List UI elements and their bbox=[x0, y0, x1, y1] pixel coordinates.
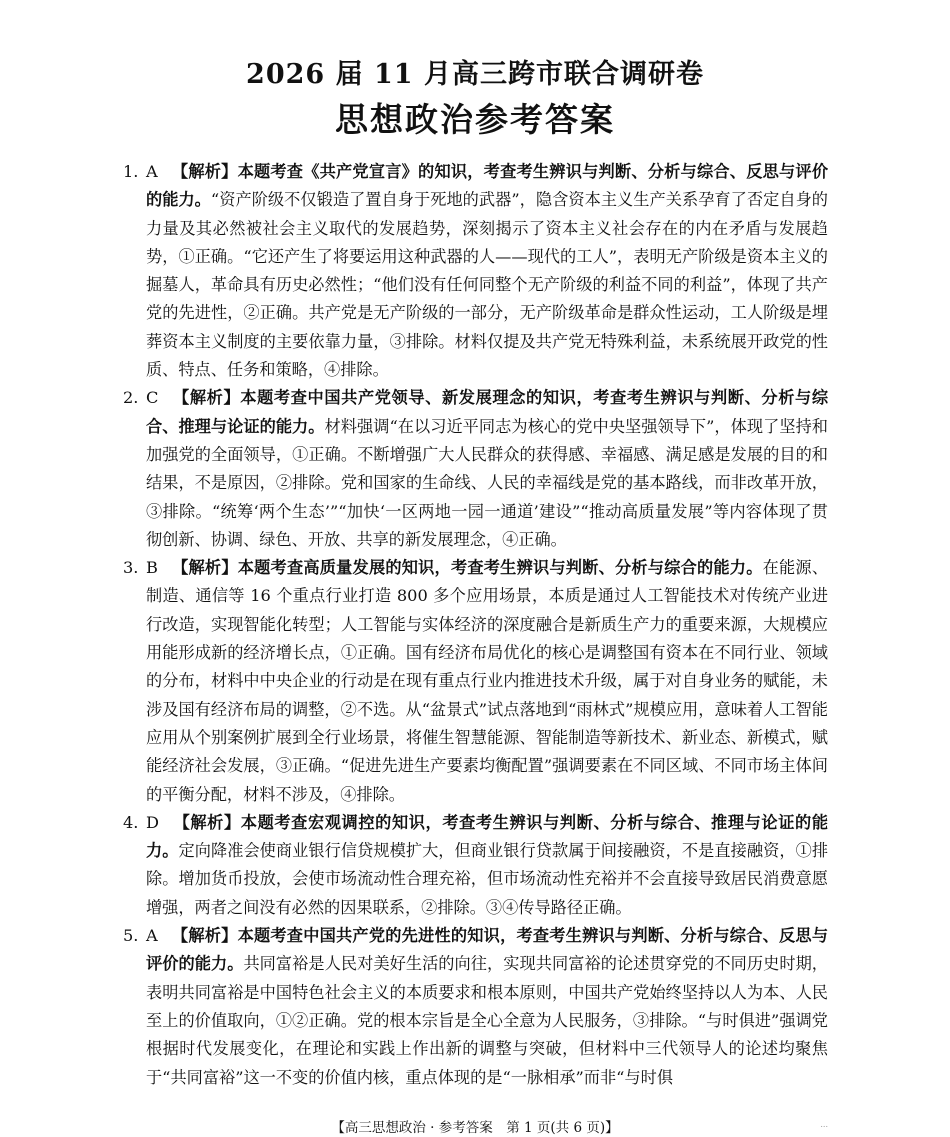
analysis-text: 定向降准会使商业银行信贷规模扩大，但商业银行贷款属于间接融资，不是直接融资，①排除。增加货币投放，会使市场流动性合理充裕，但市场流动性充裕并不会直接导致居民消费意愿增强，两者之间没有必然的因果联系，②排除。③④传导路径正确。 bbox=[146, 841, 829, 917]
question-number: 1. bbox=[123, 162, 139, 181]
exam-title: 2026 届 11 月高三跨市联合调研卷 bbox=[246, 59, 704, 90]
answer-item-3 bbox=[124, 554, 828, 809]
analysis-focus: 本题考查高质量发展的知识，考查考生辨识与判断、分析与综合的能力。 bbox=[237, 558, 763, 578]
analysis-text: 材料强调“在以习近平同志为核心的党中央坚强领导下”，体现了坚持和加强党的全面领导，①正确。不断增强广大人民群众的获得感、幸福感、满足感是发展的目的和结果，不是原因，②排除。党和国家的生命线、人民的幸福线是党的基本路线，而非改革开放，③排除。“统筹‘两个生态’”“加快‘一区两地一园一通道’建设”“推动高质量发展”等内容体现了贯彻创新、协调、绿色、开放、共享的新发展理念，④正确。 bbox=[146, 416, 828, 549]
analysis-tag: 【解析】 bbox=[171, 558, 238, 578]
question-number: 2. bbox=[123, 388, 139, 408]
page-footer: 【高三思想政治 · 参考答案 第 1 页(共 6 页)】 bbox=[331, 1120, 619, 1136]
analysis-focus: 本题考查宏观调控的知识，考查考生辨识与判断、分析与综合、推理与论证的能力。 bbox=[146, 812, 829, 861]
answer-item-5 bbox=[124, 922, 828, 1092]
footer-mark: ... bbox=[820, 1120, 828, 1129]
analysis-tag: 【解析】 bbox=[172, 388, 241, 408]
analysis-tag: 【解析】 bbox=[171, 162, 238, 181]
analysis-focus: 本题考查中国共产党领导、新发展理念的知识，考查考生辨识与判断、分析与综合、推理与论证的能力。 bbox=[146, 388, 829, 436]
answer-letter: A bbox=[146, 162, 158, 181]
answer-item-4 bbox=[124, 809, 828, 922]
answer-letter: D bbox=[146, 812, 159, 832]
analysis-focus: 本题考查中国共产党的先进性的知识，考查考生辨识与判断、分析与综合、反思与评价的能力。 bbox=[146, 926, 829, 974]
question-number: 5. bbox=[123, 926, 139, 946]
analysis-focus: 本题考查《共产党宣言》的知识，考查考生辨识与判断、分析与综合、反思与评价的能力。 bbox=[146, 162, 829, 210]
analysis-tag: 【解析】 bbox=[172, 812, 241, 832]
answer-item-1 bbox=[124, 158, 828, 384]
answer-letter: C bbox=[146, 388, 159, 408]
answer-list bbox=[124, 158, 828, 1092]
question-number: 3. bbox=[123, 558, 139, 578]
answer-letter: B bbox=[146, 558, 158, 578]
analysis-text: 共同富裕是人民对美好生活的向往，实现共同富裕的论述贯穿党的不同历史时期，表明共同富裕是中国特色社会主义的本质要求和根本原则，中国共产党始终坚持以人为本、人民至上的价值取向，①②正确。党的根本宗旨是全心全意为人民服务，③排除。“与时俱进”强调党根据时代发展变化，在理论和实践上作出新的调整与突破，但材料中三代领导人的论述均聚焦于“共同富裕”这一不变的价值内核，重点体现的是“一脉相承”而非“与时俱 bbox=[146, 954, 828, 1087]
subject-title: 思想政治参考答案 bbox=[335, 100, 615, 139]
analysis-text: “资产阶级不仅锻造了置自身于死地的武器”，隐含资本主义生产关系孕育了否定自身的力量及其必然被社会主义取代的发展趋势，深刻揭示了资本主义社会存在的内在矛盾与发展趋势，①正确。“它还产生了将要运用这种武器的人——现代的工人”，表明无产阶级是资本主义的掘墓人，革命具有历史必然性；“他们没有任何同整个无产阶级的利益不同的利益”，体现了共产党的先进性，②正确。共产党是无产阶级的一部分，无产阶级革命是群众性运动，工人阶级是埋葬资本主义制度的主要依靠力量，③排除。材料仅提及共产党无特殊利益，未系统展开政党的性质、特点、任务和策略，④排除。 bbox=[146, 190, 828, 380]
analysis-text: 在能源、制造、通信等 16 个重点行业打造 800 多个应用场景，本质是通过人工智能技术对传统产业进行改造，实现智能化转型；人工智能与实体经济的深度融合是新质生产力的重要来源，大规模应用能形成新的经济增长点，①正确。国有经济布局优化的核心是调整国有资本在不同行业、领域的分布，材料中中央企业的行动是在现有重点行业内推进技术升级，属于对自身业务的赋能，未涉及国有经济布局的调整，②不选。从“盆景式”试点落地到“雨林式”规模应用，意味着人工智能应用从个别案例扩展到全行业场景，将催生智慧能源、智能制造等新技术、新业态、新模式，赋能经济社会发展，③正确。“促进先进生产要素均衡配置”强调要素在不同区域、不同市场主体间的平衡分配，材料不涉及，④排除。 bbox=[146, 558, 829, 804]
answer-item-2 bbox=[124, 384, 828, 554]
answer-letter: A bbox=[146, 926, 158, 946]
question-number: 4. bbox=[123, 812, 139, 832]
analysis-tag: 【解析】 bbox=[171, 926, 238, 946]
